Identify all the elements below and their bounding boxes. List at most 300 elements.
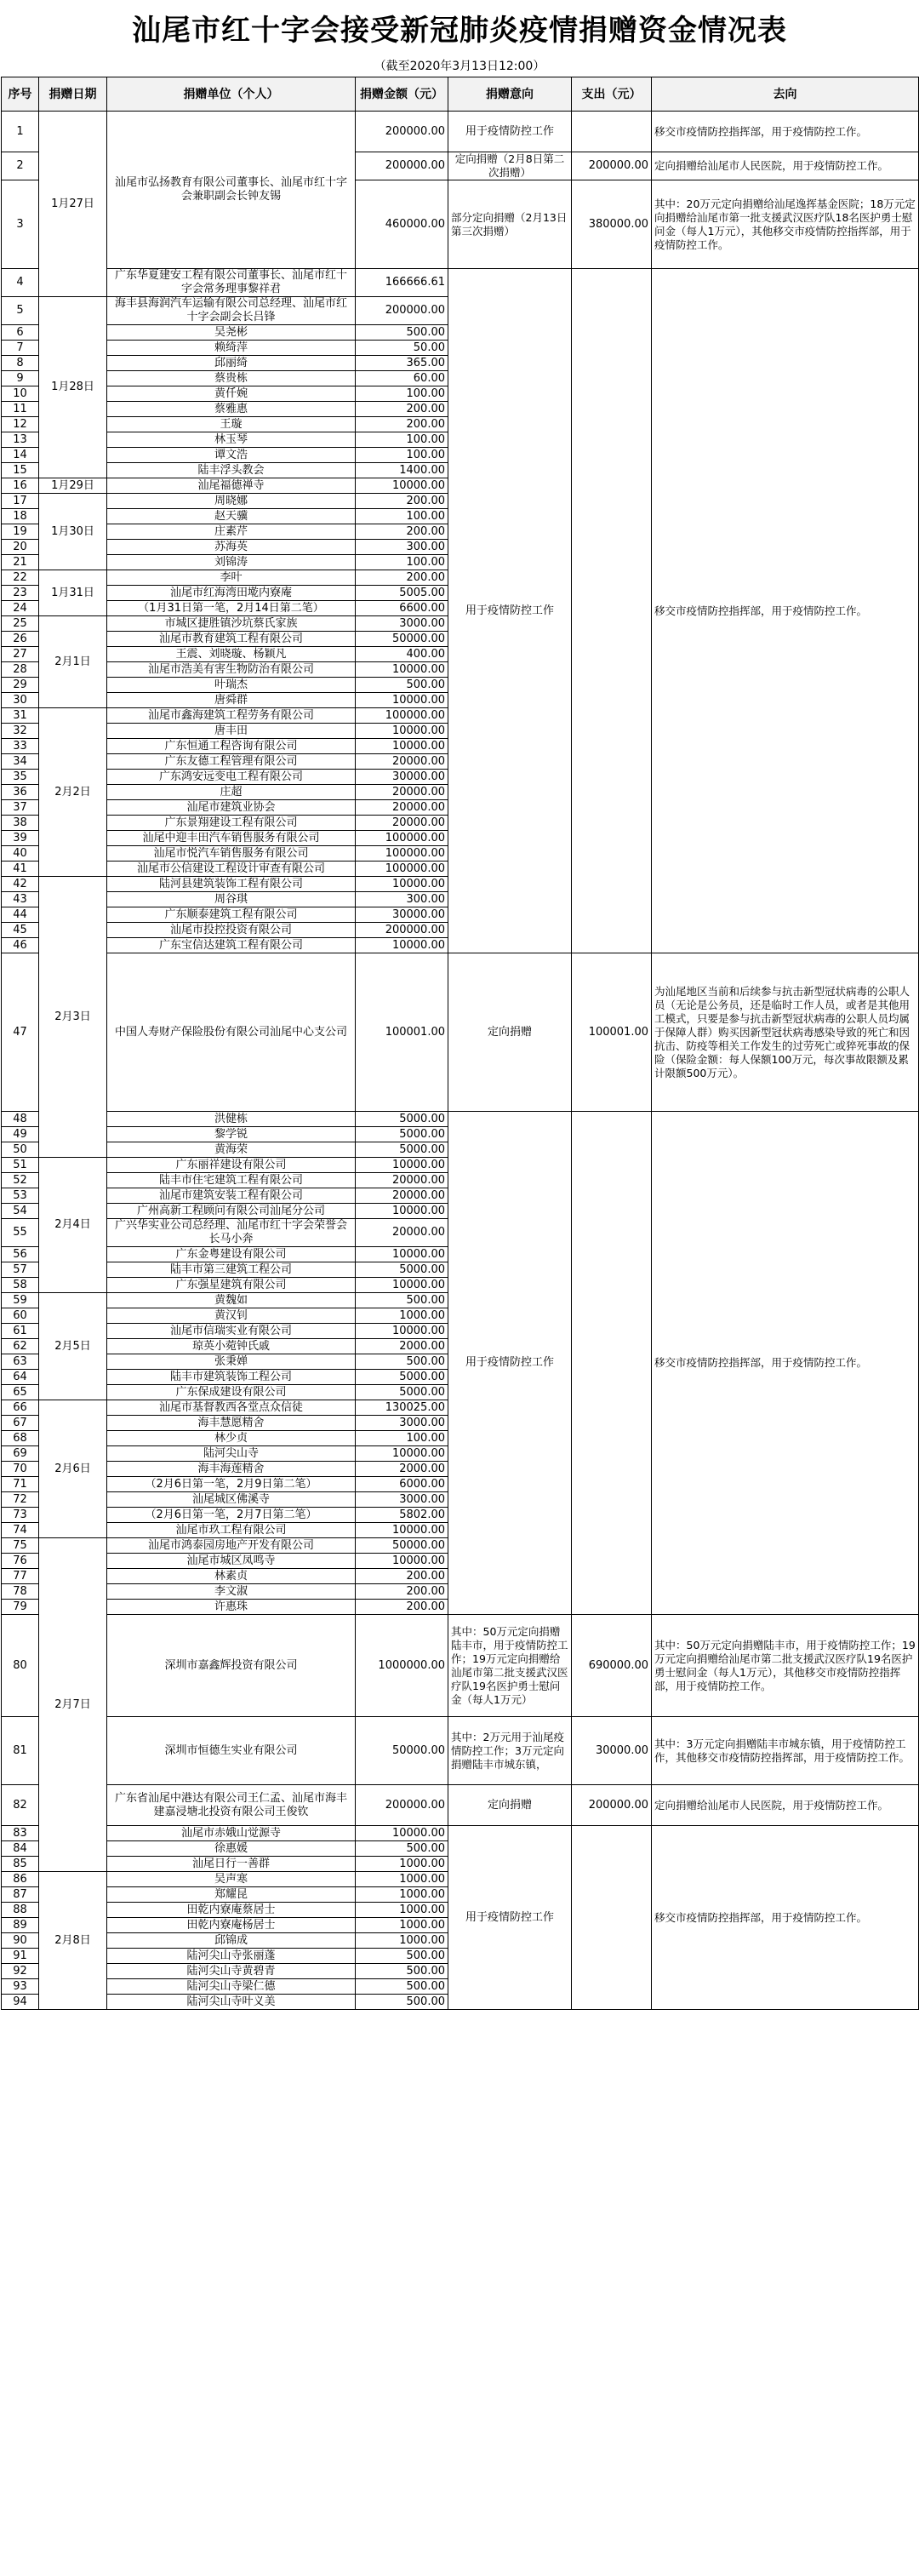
date-cell: 2月6日 (39, 1400, 107, 1538)
donor-cell: 郑耀昆 (107, 1887, 356, 1903)
date-cell: 1月28日 (39, 297, 107, 478)
donor-cell: 深圳市嘉鑫辉投资有限公司 (107, 1615, 356, 1717)
row-number: 86 (2, 1872, 39, 1887)
amount-cell: 200.00 (356, 1584, 448, 1600)
donor-cell: 叶瑞杰 (107, 678, 356, 693)
amount-cell: 1000.00 (356, 1308, 448, 1324)
donor-cell: 陆河尖山寺黄碧青 (107, 1964, 356, 1979)
amount-cell: 30000.00 (356, 907, 448, 923)
page-subtitle: （截至2020年3月13日12:00） (374, 60, 545, 73)
donor-cell: 广东顺泰建筑工程有限公司 (107, 907, 356, 923)
donor-cell: 庄素芹 (107, 524, 356, 540)
amount-cell: 5000.00 (356, 1112, 448, 1127)
dest-cell: 移交市疫情防控指挥部，用于疫情防控工作。 (652, 269, 919, 953)
donor-cell: 汕尾城区佛溪寺 (107, 1492, 356, 1508)
amount-cell: 5000.00 (356, 1142, 448, 1158)
donor-cell: 汕尾市悦汽车销售服务有限公司 (107, 846, 356, 862)
row-number: 89 (2, 1918, 39, 1933)
donor-cell: 庄超 (107, 785, 356, 800)
row-number: 52 (2, 1173, 39, 1188)
header-donor: 捐赠单位（个人） (107, 77, 356, 112)
amount-cell: 6000.00 (356, 1477, 448, 1492)
amount-cell: 10000.00 (356, 1247, 448, 1262)
amount-cell: 500.00 (356, 678, 448, 693)
expense-cell: 690000.00 (572, 1615, 652, 1717)
amount-cell: 3000.00 (356, 616, 448, 632)
donor-cell: 汕尾市红海湾田墘内寮庵 (107, 586, 356, 601)
date-cell: 2月5日 (39, 1293, 107, 1400)
row-number: 18 (2, 509, 39, 524)
amount-cell: 10000.00 (356, 1826, 448, 1841)
amount-cell: 100.00 (356, 1431, 448, 1446)
row-number: 90 (2, 1933, 39, 1949)
table-row (2, 1112, 919, 1127)
amount-cell: 5000.00 (356, 1262, 448, 1278)
donor-cell: 汕尾市建筑安装工程有限公司 (107, 1188, 356, 1204)
donor-cell: 赵天骥 (107, 509, 356, 524)
amount-cell: 3000.00 (356, 1416, 448, 1431)
donor-cell: 广州高新工程顾问有限公司汕尾分公司 (107, 1204, 356, 1219)
date-cell: 2月2日 (39, 708, 107, 877)
donor-cell: 林玉琴 (107, 432, 356, 448)
row-number: 28 (2, 662, 39, 678)
row-number: 31 (2, 708, 39, 724)
amount-cell: 50.00 (356, 341, 448, 356)
row-number: 65 (2, 1385, 39, 1400)
row-number: 57 (2, 1262, 39, 1278)
row-number: 4 (2, 269, 39, 297)
row-number: 5 (2, 297, 39, 325)
row-number: 48 (2, 1112, 39, 1127)
table-row (2, 1826, 919, 1841)
amount-cell: 200.00 (356, 1600, 448, 1615)
row-number: 91 (2, 1949, 39, 1964)
row-number: 26 (2, 632, 39, 647)
amount-cell: 500.00 (356, 1995, 448, 2010)
amount-cell: 20000.00 (356, 785, 448, 800)
row-number: 13 (2, 432, 39, 448)
amount-cell: 10000.00 (356, 693, 448, 708)
row-number: 40 (2, 846, 39, 862)
donor-cell: 广东省汕尾中港达有限公司王仁孟、汕尾市海丰建嘉浸塘北投资有限公司王俊钦 (107, 1785, 356, 1826)
date-cell: 1月31日 (39, 570, 107, 616)
amount-cell: 5000.00 (356, 1385, 448, 1400)
row-number: 59 (2, 1293, 39, 1308)
intent-cell: 其中：2万元用于汕尾疫情防控工作；3万元定向捐赠陆丰市城东镇， (448, 1717, 572, 1785)
amount-cell: 10000.00 (356, 724, 448, 739)
donor-cell: 广东鸿安远变电工程有限公司 (107, 770, 356, 785)
dest-cell: 定向捐赠给汕尾市人民医院，用于疫情防控工作。 (652, 152, 919, 180)
donor-cell: 黄海荣 (107, 1142, 356, 1158)
amount-cell: 500.00 (356, 325, 448, 341)
amount-cell: 1000.00 (356, 1857, 448, 1872)
amount-cell: 100.00 (356, 432, 448, 448)
header-intent: 捐赠意向 (448, 77, 572, 112)
dest-cell: 定向捐赠给汕尾市人民医院，用于疫情防控工作。 (652, 1785, 919, 1826)
donor-cell: 汕尾市弘扬教育有限公司董事长、汕尾市红十字会兼职副会长钟友锡 (107, 112, 356, 269)
donor-cell: （1月31日第一笔，2月14日第二笔） (107, 601, 356, 616)
date-cell: 1月30日 (39, 494, 107, 570)
amount-cell: 10000.00 (356, 662, 448, 678)
amount-cell: 1400.00 (356, 463, 448, 478)
amount-cell: 500.00 (356, 1964, 448, 1979)
amount-cell: 460000.00 (356, 180, 448, 269)
donor-cell: 陆河尖山寺 (107, 1446, 356, 1462)
row-number: 10 (2, 386, 39, 402)
donor-cell: 海丰海莲精舍 (107, 1462, 356, 1477)
row-number: 68 (2, 1431, 39, 1446)
row-number: 49 (2, 1127, 39, 1142)
amount-cell: 100.00 (356, 555, 448, 570)
amount-cell: 6600.00 (356, 601, 448, 616)
donor-cell: 周晓娜 (107, 494, 356, 509)
amount-cell: 200000.00 (356, 112, 448, 152)
amount-cell: 10000.00 (356, 1204, 448, 1219)
row-number: 20 (2, 540, 39, 555)
amount-cell: 200000.00 (356, 297, 448, 325)
amount-cell: 10000.00 (356, 938, 448, 953)
row-number: 29 (2, 678, 39, 693)
amount-cell: 130025.00 (356, 1400, 448, 1416)
expense-cell: 200000.00 (572, 1785, 652, 1826)
amount-cell: 50000.00 (356, 1538, 448, 1554)
row-number: 61 (2, 1324, 39, 1339)
amount-cell: 3000.00 (356, 1492, 448, 1508)
donor-cell: 海丰慧愿精舍 (107, 1416, 356, 1431)
row-number: 76 (2, 1554, 39, 1569)
amount-cell: 200.00 (356, 494, 448, 509)
donor-cell: 深圳市恒德生实业有限公司 (107, 1717, 356, 1785)
intent-cell: 部分定向捐赠（2月13日第三次捐赠） (448, 180, 572, 269)
donor-cell: 汕尾市建筑业协会 (107, 800, 356, 816)
table-row (2, 1717, 919, 1785)
amount-cell: 500.00 (356, 1949, 448, 1964)
amount-cell: 100.00 (356, 448, 448, 463)
donor-cell: 谭文浩 (107, 448, 356, 463)
row-number: 54 (2, 1204, 39, 1219)
amount-cell: 10000.00 (356, 1554, 448, 1569)
donor-cell: 李文淑 (107, 1584, 356, 1600)
amount-cell: 365.00 (356, 356, 448, 371)
amount-cell: 5000.00 (356, 1127, 448, 1142)
intent-cell: 定向捐赠（2月8日第二次捐赠） (448, 152, 572, 180)
dest-cell: 移交市疫情防控指挥部，用于疫情防控工作。 (652, 1826, 919, 2010)
row-number: 72 (2, 1492, 39, 1508)
amount-cell: 100.00 (356, 386, 448, 402)
row-number: 44 (2, 907, 39, 923)
row-number: 71 (2, 1477, 39, 1492)
dest-cell: 其中：20万元定向捐赠给汕尾逸挥基金医院；18万元定向捐赠给汕尾市第一批支援武汉医疗队18名医护勇士慰问金（每人1万元），其他移交市疫情防控指挥部，用于疫情防控工作。 (652, 180, 919, 269)
donor-cell: 陆丰市第三建筑工程公司 (107, 1262, 356, 1278)
expense-cell (572, 1826, 652, 2010)
row-number: 30 (2, 693, 39, 708)
row-number: 23 (2, 586, 39, 601)
donor-cell: 汕尾市基督教西各堂点众信徒 (107, 1400, 356, 1416)
donor-cell: 王璇 (107, 417, 356, 432)
amount-cell: 10000.00 (356, 739, 448, 754)
amount-cell: 100.00 (356, 509, 448, 524)
row-number: 11 (2, 402, 39, 417)
row-number: 70 (2, 1462, 39, 1477)
table-row (2, 269, 919, 297)
intent-cell: 定向捐赠 (448, 953, 572, 1112)
row-number: 16 (2, 478, 39, 494)
expense-cell (572, 1112, 652, 1615)
date-cell: 1月27日 (39, 112, 107, 297)
amount-cell: 300.00 (356, 540, 448, 555)
donor-cell: 王震、刘晓璇、杨颖凡 (107, 647, 356, 662)
donor-cell: 吴声寒 (107, 1872, 356, 1887)
donor-cell: 张秉婵 (107, 1354, 356, 1370)
row-number: 19 (2, 524, 39, 540)
row-number: 84 (2, 1841, 39, 1857)
header-no: 序号 (2, 77, 39, 112)
table-header-row (2, 77, 919, 112)
donor-cell: 中国人寿财产保险股份有限公司汕尾中心支公司 (107, 953, 356, 1112)
donor-cell: 吴尧彬 (107, 325, 356, 341)
amount-cell: 10000.00 (356, 1158, 448, 1173)
donor-cell: 周谷琪 (107, 892, 356, 907)
date-cell: 2月1日 (39, 616, 107, 708)
donor-cell: 海丰县海润汽车运输有限公司总经理、汕尾市红十字会副会长吕锋 (107, 297, 356, 325)
amount-cell: 5802.00 (356, 1508, 448, 1523)
donor-cell: 广东丽祥建设有限公司 (107, 1158, 356, 1173)
row-number: 8 (2, 356, 39, 371)
amount-cell: 200000.00 (356, 923, 448, 938)
amount-cell: 500.00 (356, 1354, 448, 1370)
donor-cell: 洪健栋 (107, 1112, 356, 1127)
donor-cell: 黄仟婉 (107, 386, 356, 402)
row-number: 25 (2, 616, 39, 632)
row-number: 88 (2, 1903, 39, 1918)
row-number: 3 (2, 180, 39, 269)
row-number: 69 (2, 1446, 39, 1462)
dest-cell: 其中：50万元定向捐赠陆丰市，用于疫情防控工作；19万元定向捐赠给汕尾市第二批支援武汉医疗队19名医护勇士慰问金（每人1万元），其他移交市疫情防控指挥部，用于疫情防控工作。 (652, 1615, 919, 1717)
amount-cell: 200000.00 (356, 152, 448, 180)
row-number: 12 (2, 417, 39, 432)
donor-cell: 陆河尖山寺张丽蓬 (107, 1949, 356, 1964)
amount-cell: 1000.00 (356, 1872, 448, 1887)
donor-cell: 邱丽绮 (107, 356, 356, 371)
row-number: 50 (2, 1142, 39, 1158)
row-number: 36 (2, 785, 39, 800)
amount-cell: 50000.00 (356, 1717, 448, 1785)
amount-cell: 1000.00 (356, 1933, 448, 1949)
row-number: 74 (2, 1523, 39, 1538)
amount-cell: 200.00 (356, 570, 448, 586)
table-row (2, 112, 919, 152)
amount-cell: 500.00 (356, 1841, 448, 1857)
amount-cell: 20000.00 (356, 1188, 448, 1204)
amount-cell: 100000.00 (356, 708, 448, 724)
row-number: 32 (2, 724, 39, 739)
amount-cell: 200000.00 (356, 1785, 448, 1826)
row-number: 46 (2, 938, 39, 953)
table-row (2, 1785, 919, 1826)
row-number: 27 (2, 647, 39, 662)
amount-cell: 500.00 (356, 1979, 448, 1995)
row-number: 94 (2, 1995, 39, 2010)
donor-cell: （2月6日第一笔，2月7日第二笔） (107, 1508, 356, 1523)
intent-cell: 用于疫情防控工作 (448, 112, 572, 152)
donor-cell: 市城区捷胜镇沙坑蔡氏家族 (107, 616, 356, 632)
donation-table (1, 77, 919, 2010)
amount-cell: 10000.00 (356, 1278, 448, 1293)
row-number: 39 (2, 831, 39, 846)
row-number: 60 (2, 1308, 39, 1324)
donor-cell: 汕尾市城区凤鸣寺 (107, 1554, 356, 1569)
amount-cell: 200.00 (356, 524, 448, 540)
donor-cell: 广东友德工程管理有限公司 (107, 754, 356, 770)
donor-cell: 李叶 (107, 570, 356, 586)
donor-cell: 许惠珠 (107, 1600, 356, 1615)
row-number: 6 (2, 325, 39, 341)
date-cell: 2月4日 (39, 1158, 107, 1293)
donor-cell: 广东恒通工程咨询有限公司 (107, 739, 356, 754)
donor-cell: 林少贞 (107, 1431, 356, 1446)
row-number: 47 (2, 953, 39, 1112)
donor-cell: 广东金粤建设有限公司 (107, 1247, 356, 1262)
row-number: 66 (2, 1400, 39, 1416)
amount-cell: 1000.00 (356, 1887, 448, 1903)
row-number: 79 (2, 1600, 39, 1615)
donor-cell: 陆丰市住宅建筑工程有限公司 (107, 1173, 356, 1188)
donor-cell: 汕尾市公信建设工程设计审查有限公司 (107, 862, 356, 877)
amount-cell: 300.00 (356, 892, 448, 907)
row-number: 1 (2, 112, 39, 152)
amount-cell: 2000.00 (356, 1339, 448, 1354)
amount-cell: 20000.00 (356, 1173, 448, 1188)
row-number: 2 (2, 152, 39, 180)
donor-cell: 汕尾日行一善群 (107, 1857, 356, 1872)
header-expense: 支出（元） (572, 77, 652, 112)
donor-cell: 汕尾市投控投资有限公司 (107, 923, 356, 938)
row-number: 41 (2, 862, 39, 877)
header-date: 捐赠日期 (39, 77, 107, 112)
row-number: 87 (2, 1887, 39, 1903)
donor-cell: 汕尾福德禅寺 (107, 478, 356, 494)
donor-cell: 蔡雅惠 (107, 402, 356, 417)
row-number: 85 (2, 1857, 39, 1872)
dest-cell: 为汕尾地区当前和后续参与抗击新型冠状病毒的公职人员（无论是公务员，还是临时工作人员，或者是其他用工模式，只要是参与抗击新型冠状病毒的公职人员均属于保障人群）购买因新型冠状病毒感染导致的死亡和因抗击、防疫等相关工作发生的过劳死亡或猝死事故的保险（保险金额：每人保额100万元，每次事故限额及累计限额500万元）。 (652, 953, 919, 1112)
donor-cell: 陆河尖山寺叶义美 (107, 1995, 356, 2010)
expense-cell: 30000.00 (572, 1717, 652, 1785)
row-number: 34 (2, 754, 39, 770)
expense-cell: 200000.00 (572, 152, 652, 180)
donor-cell: 汕尾市鑫海建筑工程劳务有限公司 (107, 708, 356, 724)
intent-cell: 用于疫情防控工作 (448, 269, 572, 953)
table-row (2, 1615, 919, 1717)
amount-cell: 10000.00 (356, 1523, 448, 1538)
expense-cell (572, 112, 652, 152)
row-number: 21 (2, 555, 39, 570)
header-dest: 去向 (652, 77, 919, 112)
donor-cell: 刘锦涛 (107, 555, 356, 570)
amount-cell: 10000.00 (356, 478, 448, 494)
amount-cell: 20000.00 (356, 800, 448, 816)
dest-cell: 其中：3万元定向捐赠陆丰市城东镇，用于疫情防控工作，其他移交市疫情防控指挥部，用于疫情防控工作。 (652, 1717, 919, 1785)
amount-cell: 1000.00 (356, 1903, 448, 1918)
donor-cell: 黎学锐 (107, 1127, 356, 1142)
row-number: 55 (2, 1219, 39, 1247)
donor-cell: 琼英小菀钟氏戚 (107, 1339, 356, 1354)
row-number: 43 (2, 892, 39, 907)
row-number: 82 (2, 1785, 39, 1826)
amount-cell: 100000.00 (356, 831, 448, 846)
row-number: 42 (2, 877, 39, 892)
donor-cell: 陆丰浮头教会 (107, 463, 356, 478)
expense-cell: 380000.00 (572, 180, 652, 269)
amount-cell: 20000.00 (356, 1219, 448, 1247)
row-number: 67 (2, 1416, 39, 1431)
date-cell: 2月8日 (39, 1872, 107, 2010)
expense-cell: 100001.00 (572, 953, 652, 1112)
amount-cell: 166666.61 (356, 269, 448, 297)
row-number: 9 (2, 371, 39, 386)
amount-cell: 60.00 (356, 371, 448, 386)
donor-cell: 广东景翔建设工程有限公司 (107, 816, 356, 831)
row-number: 92 (2, 1964, 39, 1979)
donor-cell: 陆丰市建筑装饰工程公司 (107, 1370, 356, 1385)
amount-cell: 30000.00 (356, 770, 448, 785)
donor-cell: 蔡贵栋 (107, 371, 356, 386)
donor-cell: 广东宝信达建筑工程有限公司 (107, 938, 356, 953)
donor-cell: 汕尾市鸿泰园房地产开发有限公司 (107, 1538, 356, 1554)
donor-cell: 广东强星建筑有限公司 (107, 1278, 356, 1293)
intent-cell: 定向捐赠 (448, 1785, 572, 1826)
amount-cell: 20000.00 (356, 754, 448, 770)
date-cell: 2月7日 (39, 1538, 107, 1872)
row-number: 24 (2, 601, 39, 616)
row-number: 22 (2, 570, 39, 586)
donor-cell: （2月6日第一笔，2月9日第二笔） (107, 1477, 356, 1492)
donor-cell: 田乾内寮庵杨居士 (107, 1918, 356, 1933)
dest-cell: 移交市疫情防控指挥部，用于疫情防控工作。 (652, 112, 919, 152)
donor-cell: 黄汉钊 (107, 1308, 356, 1324)
amount-cell: 50000.00 (356, 632, 448, 647)
row-number: 81 (2, 1717, 39, 1785)
row-number: 80 (2, 1615, 39, 1717)
amount-cell: 200.00 (356, 402, 448, 417)
row-number: 78 (2, 1584, 39, 1600)
amount-cell: 100001.00 (356, 953, 448, 1112)
amount-cell: 10000.00 (356, 1446, 448, 1462)
amount-cell: 1000000.00 (356, 1615, 448, 1717)
date-cell: 1月29日 (39, 478, 107, 494)
row-number: 77 (2, 1569, 39, 1584)
amount-cell: 5005.00 (356, 586, 448, 601)
donor-cell: 汕尾市玖工程有限公司 (107, 1523, 356, 1538)
donor-cell: 陆河尖山寺梁仁德 (107, 1979, 356, 1995)
amount-cell: 2000.00 (356, 1462, 448, 1477)
donor-cell: 苏海英 (107, 540, 356, 555)
donor-cell: 汕尾市赤娥山觉源寺 (107, 1826, 356, 1841)
row-number: 73 (2, 1508, 39, 1523)
intent-cell: 用于疫情防控工作 (448, 1826, 572, 2010)
amount-cell: 20000.00 (356, 816, 448, 831)
intent-cell: 其中：50万元定向捐赠陆丰市，用于疫情防控工作；19万元定向捐赠给汕尾市第二批支援武汉医疗队19名医护勇士慰问金（每人1万元） (448, 1615, 572, 1717)
amount-cell: 100000.00 (356, 846, 448, 862)
amount-cell: 200.00 (356, 417, 448, 432)
donor-cell: 广兴华实业公司总经理、汕尾市红十字会荣誉会长马小奔 (107, 1219, 356, 1247)
row-number: 7 (2, 341, 39, 356)
donor-cell: 汕尾市浩美有害生物防治有限公司 (107, 662, 356, 678)
page-title: 汕尾市红十字会接受新冠肺炎疫情捐赠资金情况表 (132, 13, 787, 48)
donor-cell: 唐丰田 (107, 724, 356, 739)
row-number: 33 (2, 739, 39, 754)
amount-cell: 500.00 (356, 1293, 448, 1308)
amount-cell: 1000.00 (356, 1918, 448, 1933)
